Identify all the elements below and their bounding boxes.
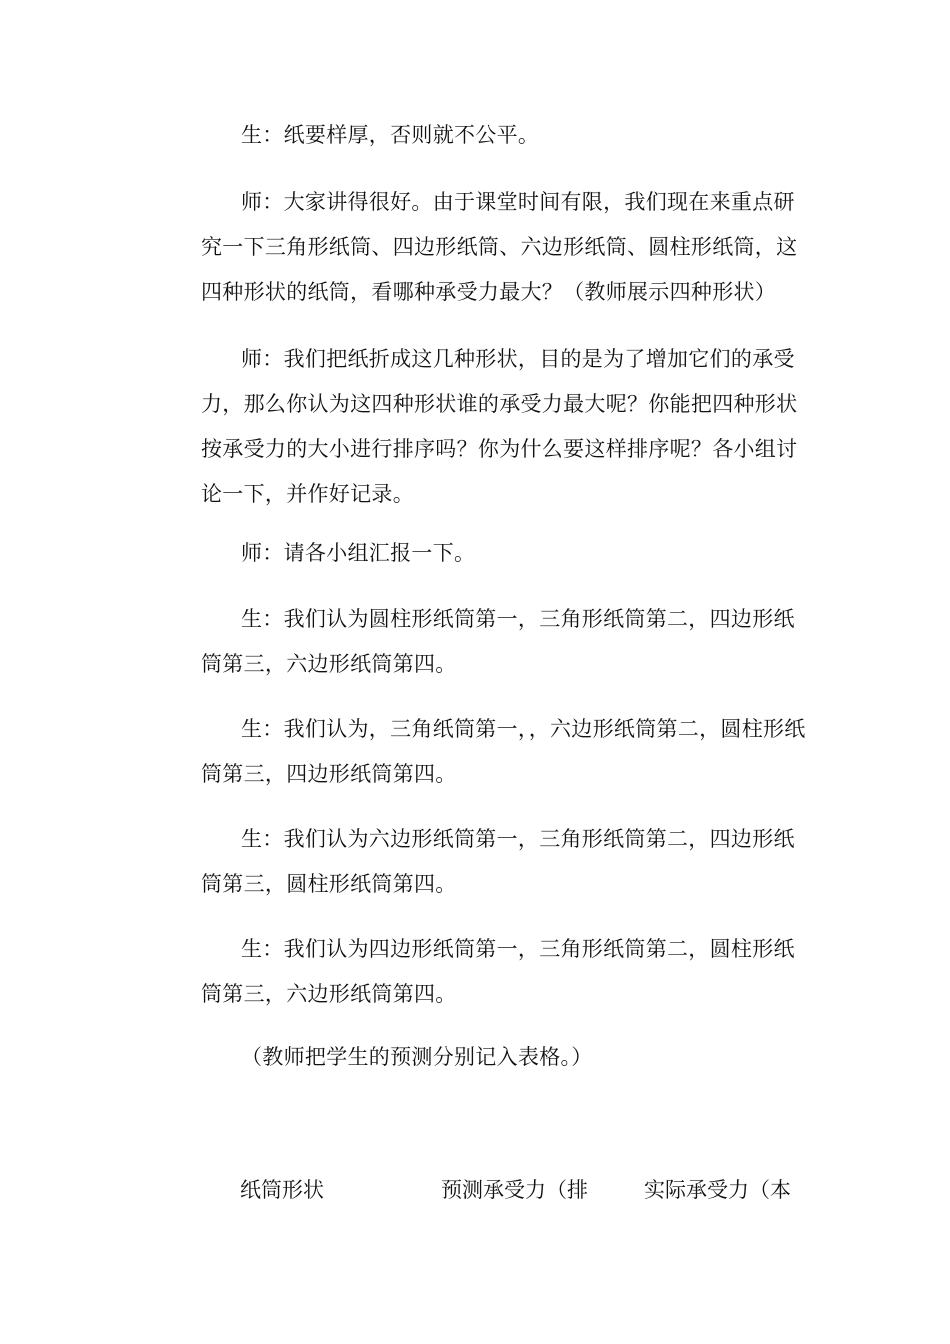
paragraph-2: 师：大家讲得很好。由于课堂时间有限，我们现在来重点研究一下三角形纸筒、四边形纸筒、六边形纸筒、圆柱形纸筒，这四种形状的纸筒，看哪种承受力最大？（教师展示四种形状）: [201, 190, 798, 304]
table-header-shape: 纸筒形状: [240, 1178, 324, 1202]
table-header-row: [0, 1175, 950, 1215]
paragraph-5: 生：我们认为圆柱形纸筒第一，三角形纸筒第二，四边形纸筒第三，六边形纸筒第四。: [201, 607, 795, 676]
paragraph-8: 生：我们认为四边形纸筒第一，三角形纸筒第二，圆柱形纸筒第三，六边形纸筒第四。: [201, 937, 795, 1006]
paragraph-4: 师：请各小组汇报一下。: [241, 541, 476, 565]
paragraph-1: 生：纸要样厚，否则就不公平。: [241, 123, 540, 147]
paragraph-7: 生：我们认为六边形纸筒第一，三角形纸筒第二，四边形纸筒第三，圆柱形纸筒第四。: [201, 827, 795, 896]
paragraph-3: 师：我们把纸折成这几种形状，目的是为了增加它们的承受力，那么你认为这四种形状谁的承受力最大呢？你能把四种形状按承受力的大小进行排序吗？你为什么要这样排序呢？各小组讨论一下，并作好记录。: [201, 347, 798, 506]
table-header-actual: 实际承受力（本: [644, 1178, 791, 1202]
paragraph-6: 生：我们认为，三角纸筒第一，，六边形纸筒第二，圆柱形纸筒第三，四边形纸筒第四。: [201, 717, 806, 786]
table-header-predicted: 预测承受力（排: [441, 1178, 588, 1202]
paragraph-9: （教师把学生的预测分别记入表格。）: [241, 1045, 593, 1069]
